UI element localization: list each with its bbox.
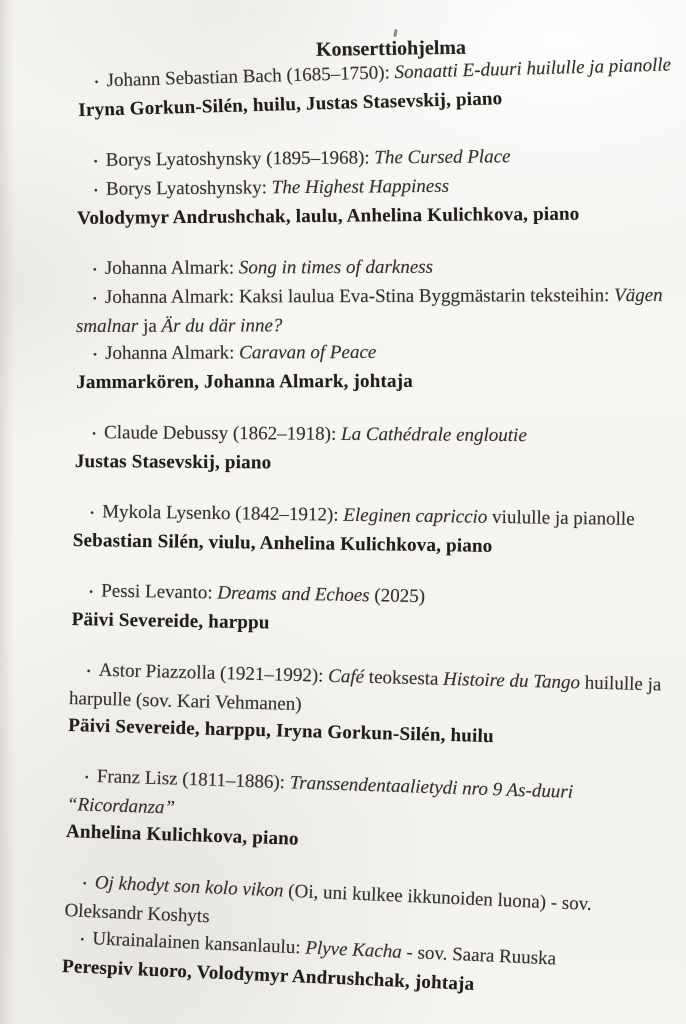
text-segment: - sov. Saara Ruuska: [401, 941, 557, 970]
performers-text: Volodymyr Andrushchak, laulu, Anhelina Kulichkova, piano: [77, 203, 580, 229]
text-segment: Johann Sebastian Bach (1685–1750):: [106, 62, 395, 92]
text-segment: Mykola Lysenko (1842–1912):: [102, 501, 344, 526]
work-title: Café: [327, 665, 365, 688]
text-segment: Franz Lisz (1811–1886):: [96, 765, 291, 794]
work-title: smalnar: [75, 315, 139, 337]
work-title: Histoire du Tango: [442, 668, 581, 694]
program-line: [75, 419, 686, 452]
work-title: Sonaatti E-duuri huilulle ja pianolle: [394, 54, 672, 84]
work-title: Eleginen capriccio: [343, 504, 488, 528]
text-segment: (2025): [369, 585, 426, 608]
text-segment: Claude Debussy (1862–1918):: [104, 422, 342, 445]
text-segment: Johanna Almark: Kaksi laulua Eva-Stina Byggmästarin teksteihin:: [104, 285, 615, 308]
work-title: Plyve Kacha: [304, 937, 403, 963]
text-segment: Pessi Levanto:: [101, 580, 218, 604]
performers-text: Perespiv kuoro, Volodymyr Andrushchak, johtaja: [61, 955, 475, 995]
performers-text: Jammarkören, Johanna Almark, johtaja: [76, 370, 413, 393]
text-segment: Ukrainalainen kansanlaulu:: [91, 928, 306, 959]
work-title: Transsendentaalietydi nro 9 As-duuri: [289, 772, 574, 803]
program-group: [77, 142, 686, 232]
work-title: La Cathédrale engloutie: [340, 423, 527, 447]
program-group: [62, 868, 686, 1007]
text-segment: (Oi, uni kulkee ikkunoiden luona) - sov.: [283, 880, 593, 915]
work-title: “Ricordanza”: [66, 794, 176, 819]
work-title: Vägen: [614, 284, 663, 307]
program-group: [73, 498, 686, 563]
performers-text: Päivi Severeide, harppu: [71, 608, 270, 634]
bullet-icon: •: [93, 348, 97, 361]
text-segment: Johanna Almark:: [104, 257, 239, 279]
text-segment: ja: [138, 315, 162, 337]
performers-line: [76, 367, 686, 396]
work-title: Är du där inne?: [161, 315, 283, 337]
program-group: [66, 762, 686, 865]
program-group: [75, 419, 686, 479]
text-segment: viululle ja pianolle: [487, 506, 635, 530]
performers-line: [77, 200, 686, 232]
work-title: The Cursed Place: [374, 146, 511, 169]
text-segment: Borys Lyatoshynsky (1895–1968):: [105, 147, 375, 171]
bullet-icon: •: [86, 665, 91, 678]
text-segment: harpulle (sov. Kari Vehmanen): [68, 688, 302, 716]
program-group: [76, 253, 686, 396]
bullet-icon: •: [92, 292, 97, 305]
bullet-icon: •: [93, 184, 98, 197]
text-segment: teoksesta: [363, 666, 444, 690]
performers-text: Anhelina Kulichkova, piano: [65, 820, 300, 850]
performers-line: [75, 448, 686, 479]
performers-text: Sebastian Silén, viulu, Anhelina Kulichkova, piano: [72, 529, 493, 557]
performers-text: Päivi Severeide, harppu, Iryna Gorkun-Silén, huilu: [67, 714, 495, 748]
bullet-icon: •: [80, 933, 85, 946]
performers-text: Justas Stasevskij, piano: [74, 450, 272, 474]
bullet-icon: •: [93, 155, 98, 168]
work-title: Song in times of darkness: [238, 256, 434, 279]
work-title: Caravan of Peace: [239, 341, 377, 364]
bullet-icon: •: [89, 586, 94, 599]
program-line: [76, 253, 686, 284]
bullet-icon: •: [84, 771, 89, 784]
program-group: [68, 656, 686, 755]
bullet-icon: •: [92, 263, 97, 276]
program-line: [76, 282, 686, 313]
bullet-icon: •: [94, 76, 99, 89]
text-segment: Astor Piazzolla (1921–1992):: [98, 659, 329, 687]
program-group: [72, 577, 686, 644]
performers-text: Iryna Gorkun-Silén, huilu, Justas Stasevskij, piano: [78, 88, 503, 121]
work-title: Oj khodyt son kolo vikon: [94, 872, 285, 902]
work-title: Dreams and Echoes: [217, 582, 370, 607]
text-segment: Oleksandr Koshyts: [64, 900, 211, 928]
program-list: [61, 54, 686, 995]
bullet-icon: •: [92, 428, 96, 441]
bullet-icon: •: [82, 877, 87, 890]
text-segment: Borys Lyatoshynsky:: [105, 177, 272, 200]
text-segment: huilulle ja: [579, 672, 662, 696]
program-line: [76, 311, 686, 340]
page-title: Konserttiohjelma: [315, 36, 467, 61]
text-segment: Johanna Almark:: [105, 342, 240, 364]
work-title: The Highest Happiness: [271, 175, 450, 199]
bullet-icon: •: [90, 507, 95, 520]
program-line: [76, 338, 686, 369]
